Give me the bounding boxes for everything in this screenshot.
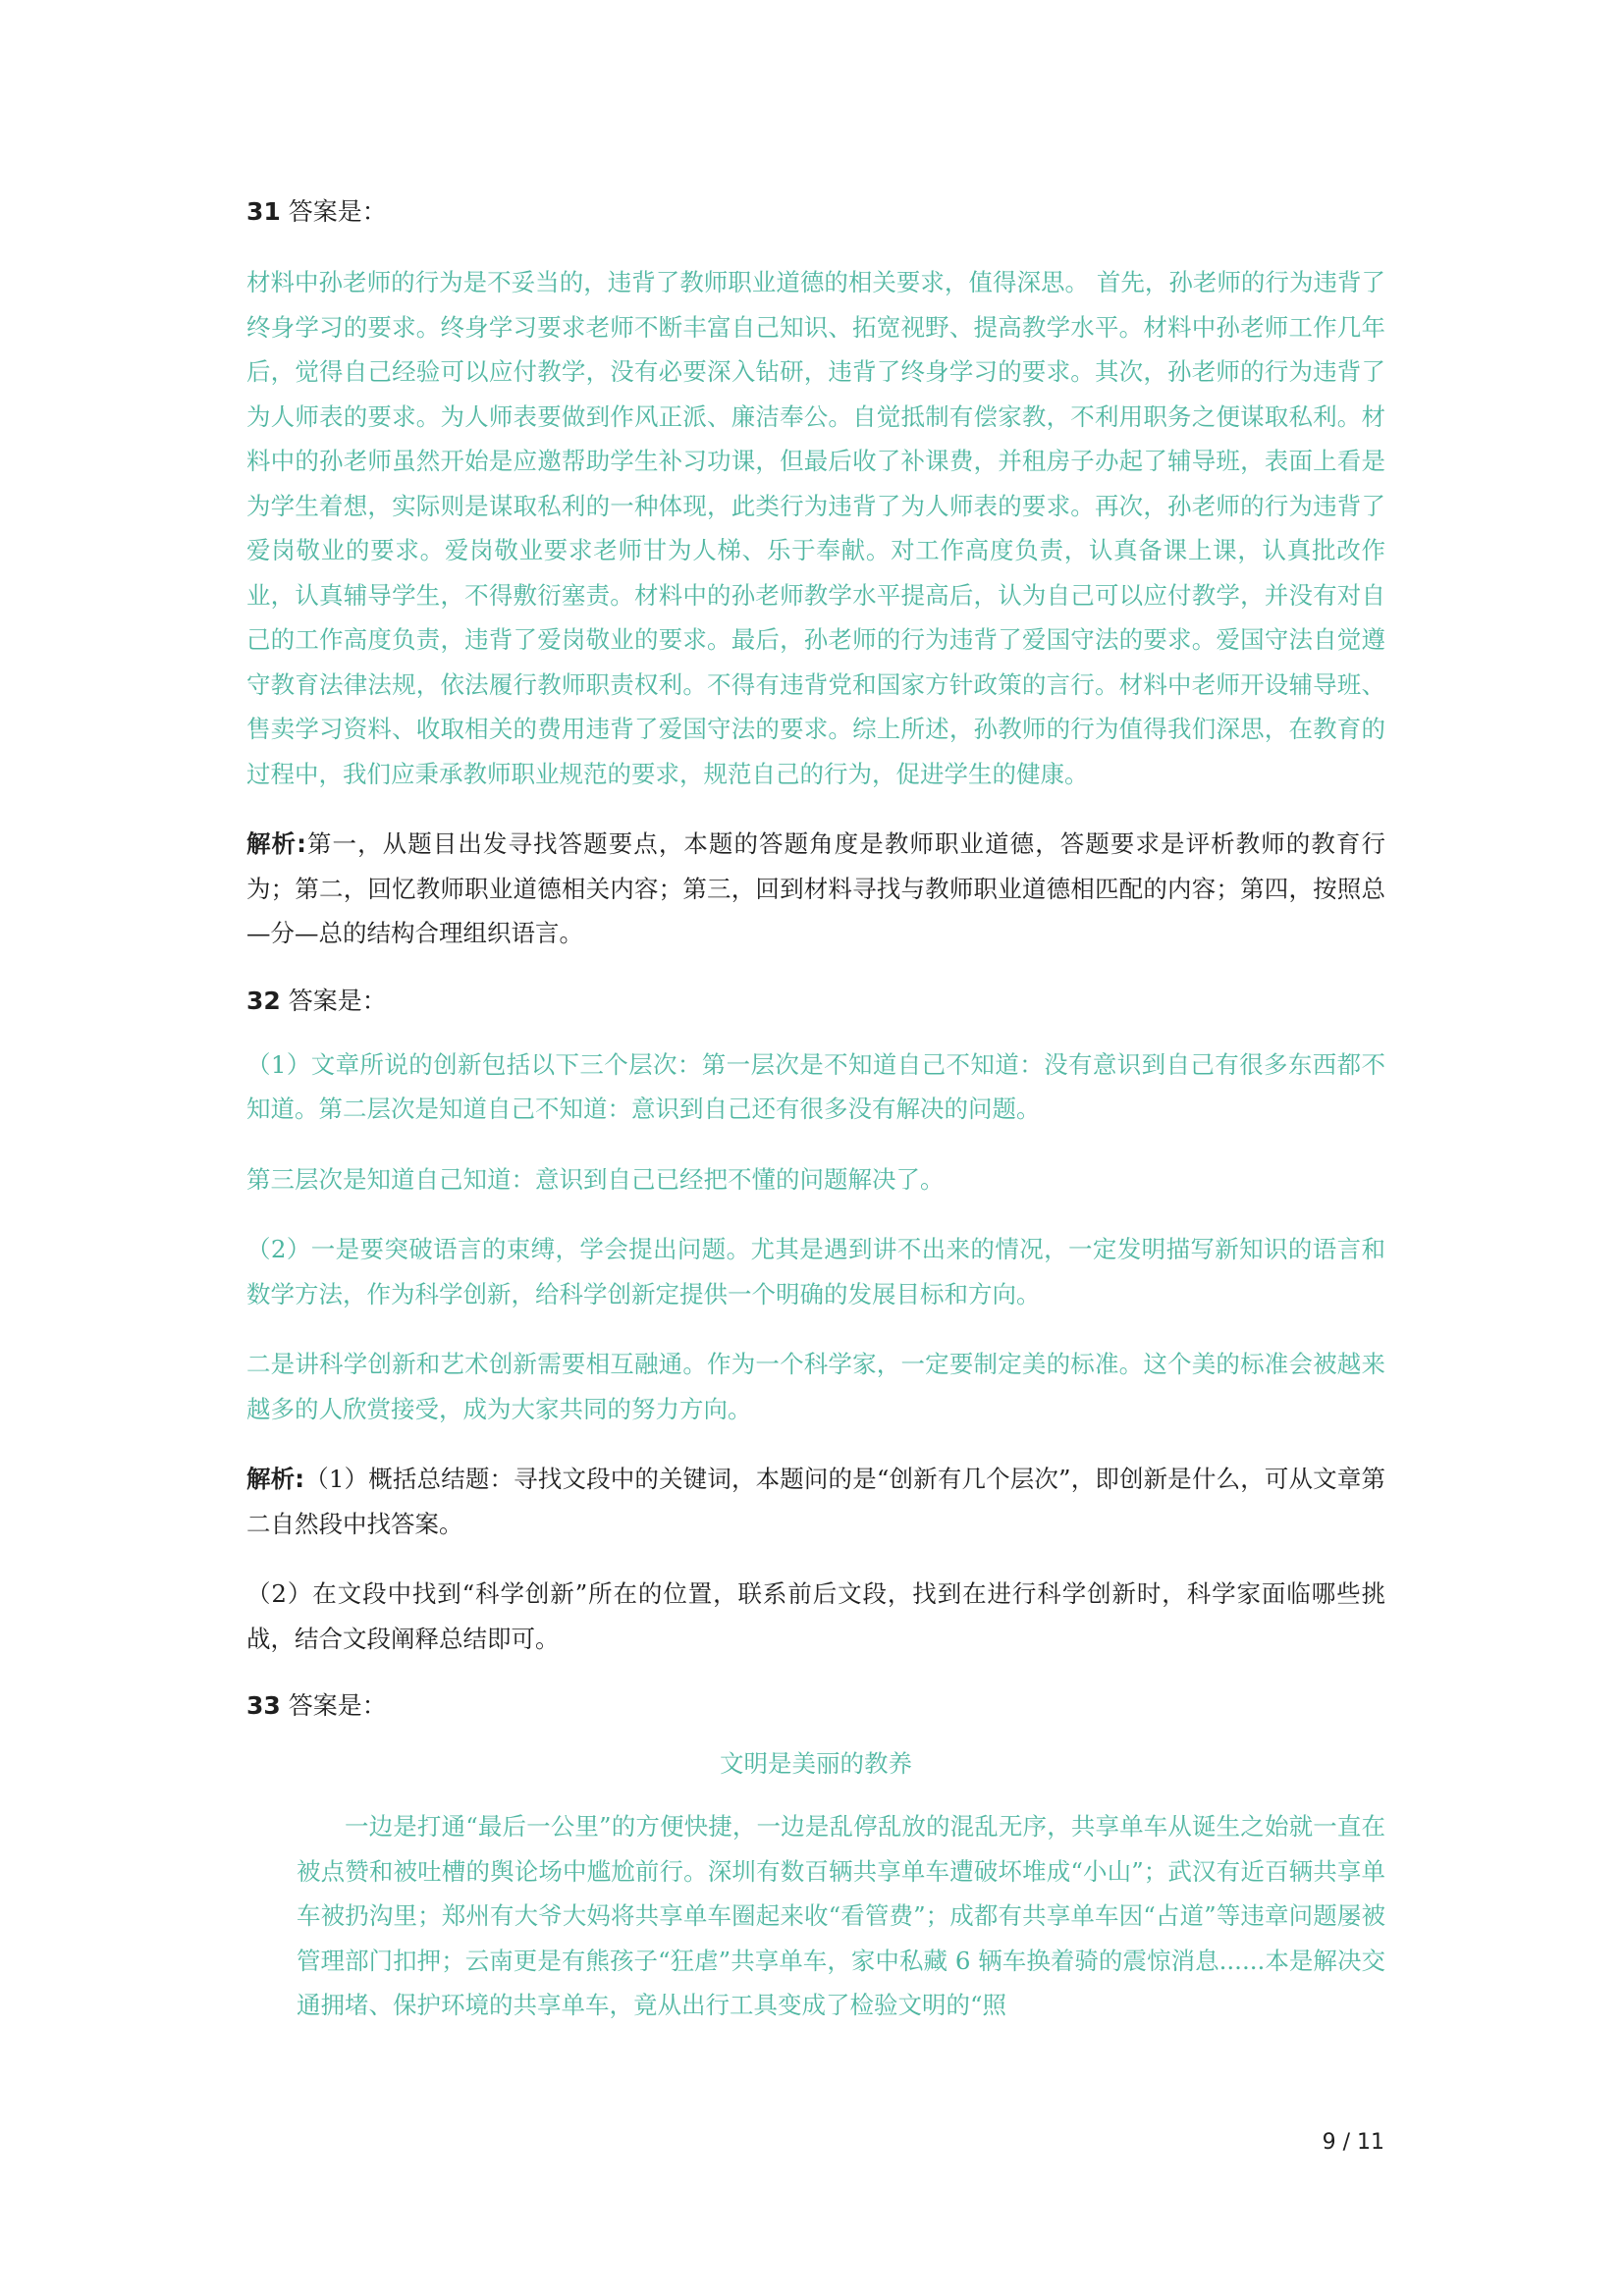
q33-essay-paragraph: 一边是打通“最后一公里”的方便快捷，一边是乱停乱放的混乱无序，共享单车从诞生之始就一直在被点赞和被吐槽的舆论场中尴尬前行。深圳有数百辆共享单车遭破坏堆成“小山”；武汉有近百辆共享单车被扔沟里；郑州有大爷大妈将共享单车圈起来收“看管费”；成都有共享单车因“占道”等违章问题屡被管理部门扣押；云南更是有熊孩子“狂虐”共享单车，家中私藏 6 辆车换着骑的震惊消息......本是解决交通拥堵、保护环境的共享单车，竟从出行工具变成了检验文明的“照 [297,1812,1385,2019]
q32-heading-text: 答案是： [280,986,387,1015]
q32-explanation-1 [246,1457,1385,1546]
q32-answer-2: 第三层次是知道自己知道：意识到自己已经把不懂的问题解决了。 [246,1164,945,1194]
q32-explanation-2: （2）在文段中找到“科学创新”所在的位置，联系前后文段，找到在进行科学创新时，科学家面临哪些挑战，结合文段阐释总结即可。 [246,1579,1385,1653]
q32-answer-1: （1）文章所说的创新包括以下三个层次：第一层次是不知道自己不知道：没有意识到自己有很多东西都不知道。第二层次是知道自己不知道：意识到自己还有很多没有解决的问题。 [246,1049,1385,1123]
q31-explanation [246,822,1385,956]
q31-explanation-label: 解析: [246,829,306,858]
page-content [246,192,1385,2028]
q31-explanation-text: 第一，从题目出发寻找答题要点，本题的答题角度是教师职业道德，答题要求是评析教师的教育行为；第二，回忆教师职业道德相关内容；第三，回到材料寻找与教师职业道德相匹配的内容；第四，按照总—分—总的结构合理组织语言。 [246,829,1385,947]
q31-answer: 材料中孙老师的行为是不妥当的，违背了教师职业道德的相关要求，值得深思。 首先，孙老师的行为违背了终身学习的要求。终身学习要求老师不断丰富自己知识、拓宽视野、提高教学水平。材料中孙老师工作几年后，觉得自己经验可以应付教学，没有必要深入钻研，违背了终身学习的要求。其次，孙老师的行为违背了为人师表的要求。为人师表要做到作风正派、廉洁奉公。自觉抵制有偿家教，不利用职务之便谋取私利。材料中的孙老师虽然开始是应邀帮助学生补习功课，但最后收了补课费，并租房子办起了辅导班，表面上看是为学生着想，实际则是谋取私利的一种体现，此类行为违背了为人师表的要求。再次，孙老师的行为违背了爱岗敬业的要求。爱岗敬业要求老师甘为人梯、乐于奉献。对工作高度负责，认真备课上课，认真批改作业，认真辅导学生，不得敷衍塞责。材料中的孙老师教学水平提高后，认为自己可以应付教学，并没有对自己的工作高度负责，违背了爱岗敬业的要求。最后，孙老师的行为违背了爱国守法的要求。爱国守法自觉遵守教育法律法规，依法履行教师职责权利。不得有违背党和国家方针政策的言行。材料中老师开设辅导班、售卖学习资料、收取相关的费用违背了爱国守法的要求。综上所述，孙教师的行为值得我们深思，在教育的过程中，我们应秉承教师职业规范的要求，规范自己的行为，促进学生的健康。 [246,268,1385,788]
q32-explanation-1-text: （1）概括总结题：寻找文段中的关键词，本题问的是“创新有几个层次”，即创新是什么，可从文章第二自然段中找答案。 [246,1465,1385,1538]
q33-heading-text: 答案是： [280,1691,387,1720]
q31-heading [246,192,1385,232]
q33-number: 33 [246,1691,281,1720]
q31-heading-text: 答案是： [280,197,387,226]
q32-answer-3: （2）一是要突破语言的束缚，学会提出问题。尤其是遇到讲不出来的情况，一定发明描写新知识的语言和数学方法，作为科学创新，给科学创新定提供一个明确的发展目标和方向。 [246,1235,1385,1308]
q32-number: 32 [246,986,281,1015]
q31-number: 31 [246,197,281,226]
q32-heading [246,982,1385,1021]
page-number: 9 / 11 [1322,2130,1384,2155]
q32-answer-4: 二是讲科学创新和艺术创新需要相互融通。作为一个科学家，一定要制定美的标准。这个美的标准会被越来越多的人欣赏接受，成为大家共同的努力方向。 [246,1350,1385,1423]
q32-explanation-label: 解析: [246,1465,305,1493]
q33-heading [246,1686,1385,1726]
q33-essay-title: 文明是美丽的教养 [720,1749,912,1778]
